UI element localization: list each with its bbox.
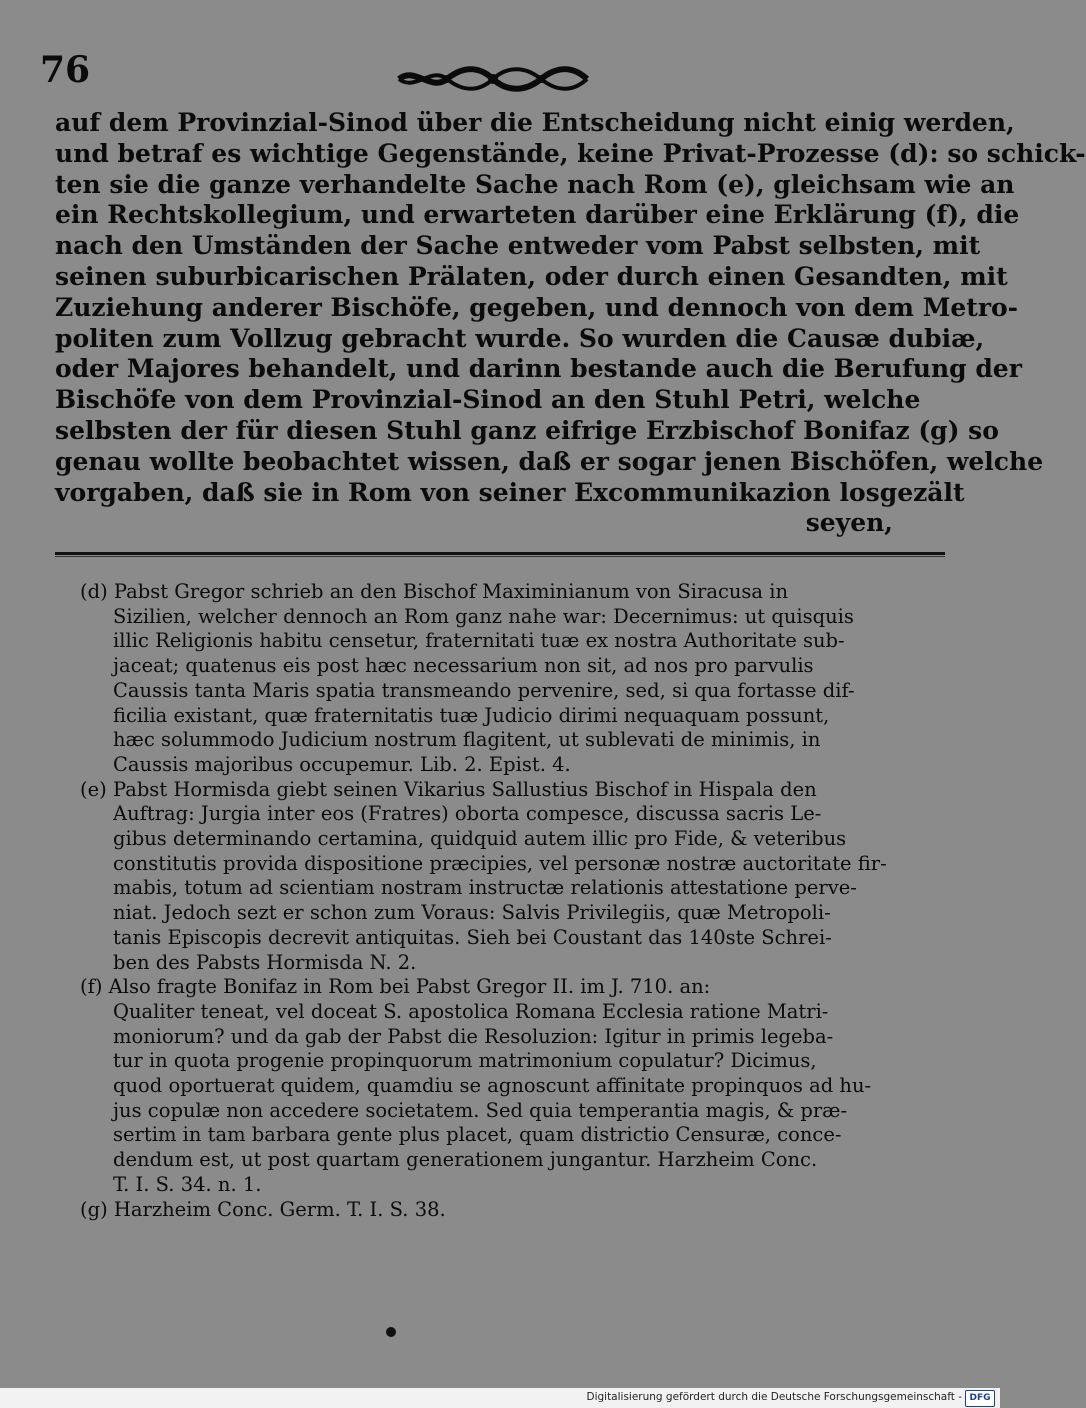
footnote-line: (e) Pabst Hormisda giebt seinen Vikarius Sallustius Bischof in Hispala den — [80, 777, 817, 801]
footnote-line: constitutis provida dispositione præcipies, vel personæ nostræ auctoritate fir- — [113, 851, 887, 875]
footnote-line: jus copulæ non accedere societatem. Sed quia temperantia magis, & præ- — [113, 1098, 848, 1122]
printers-ornament-icon — [395, 64, 591, 94]
footnote-line: Caussis tanta Maris spatia transmeando pervenire, sed, si qua fortasse dif- — [113, 678, 855, 702]
footnote-separator-rule-thin — [55, 556, 945, 557]
footnote-line: hæc solummodo Judicium nostrum flagitent, ut sublevati de minimis, in — [113, 728, 821, 752]
footnote-line: (d) Pabst Gregor schrieb an den Bischof Maximinianum von Siracusa in — [80, 580, 789, 603]
catchword: seyen, — [805, 508, 893, 538]
footnote-line: illic Religionis habitu censetur, fraternitati tuæ ex nostra Authoritate sub- — [113, 629, 845, 653]
main-text-block — [55, 108, 1086, 539]
footnotes — [55, 580, 950, 1222]
footnote-line: jaceat; quatenus eis post hæc necessarium non sit, ad nos pro parvulis — [113, 654, 814, 678]
main-text-line: seinen suburbicarischen Prälaten, oder durch einen Gesandten, mit — [55, 261, 1008, 291]
ink-spot — [386, 1327, 396, 1337]
footnote-e — [55, 778, 950, 976]
main-text-line: Zuziehung anderer Bischöfe, gegeben, und dennoch von dem Metro- — [55, 292, 1019, 322]
main-text-line: genau wollte beobachtet wissen, daß er sogar jenen Bischöfen, welche — [55, 446, 1044, 476]
page-number: 76 — [40, 49, 91, 91]
footnote-line: tanis Episcopis decrevit antiquitas. Sieh bei Coustant das 140ste Schrei- — [113, 925, 832, 949]
footnote-d — [55, 580, 950, 778]
footnote-line: T. I. S. 34. n. 1. — [113, 1172, 262, 1196]
main-text-line: vorgaben, daß sie in Rom von seiner Excommunikazion losgezält — [55, 477, 965, 507]
footnote-line: tur in quota progenie propinquorum matrimonium copulatur? Dicimus, — [113, 1049, 817, 1073]
footnote-line: dendum est, ut post quartam generationem jungantur. Harzheim Conc. — [113, 1148, 818, 1172]
digitization-footer — [0, 1388, 1000, 1408]
funding-notice: Digitalisierung gefördert durch die Deutsche Forschungsgemeinschaft - — [586, 1391, 962, 1403]
footnote-line: ficilia existant, quæ fraternitatis tuæ Judicio dirimi nequaquam possunt, — [113, 703, 830, 727]
main-text-line: auf dem Provinzial-Sinod über die Entscheidung nicht einig werden, — [55, 108, 1015, 137]
footnote-line: Caussis majoribus occupemur. Lib. 2. Epist. 4. — [113, 752, 571, 776]
footnote-line: Auftrag: Jurgia inter eos (Fratres) oborta compesce, discussa sacris Le- — [113, 802, 822, 826]
footnote-line: ben des Pabsts Hormisda N. 2. — [113, 950, 417, 974]
main-text-line: selbsten der für diesen Stuhl ganz eifrige Erzbischof Bonifaz (g) so — [55, 415, 999, 445]
dfg-logo[interactable]: DFG — [965, 1390, 995, 1407]
main-text-line: ten sie die ganze verhandelte Sache nach Rom (e), gleichsam wie an — [55, 169, 1015, 199]
footnote-line: quod oportuerat quidem, quamdiu se agnoscunt affinitate propinquos ad hu- — [113, 1074, 872, 1098]
footnote-f — [55, 975, 950, 1197]
footnote-line: moniorum? und da gab der Pabst die Resoluzion: Igitur in primis legeba- — [113, 1024, 834, 1048]
footnote-line: (f) Also fragte Bonifaz in Rom bei Pabst Gregor II. im J. 710. an: — [80, 975, 711, 999]
main-text-line: Bischöfe von dem Provinzial-Sinod an den Stuhl Petri, welche — [55, 385, 921, 415]
footnote-line: sertim in tam barbara gente plus placet, quam districtio Censuræ, conce- — [113, 1123, 842, 1147]
main-text-line: und betraf es wichtige Gegenstände, keine Privat-Prozesse (d): so schick- — [55, 138, 1086, 168]
footnote-line: niat. Jedoch sezt er schon zum Voraus: Salvis Privilegiis, quæ Metropoli- — [113, 901, 831, 925]
footnote-separator-rule — [55, 552, 945, 555]
main-text-line: nach den Umständen der Sache entweder vom Pabst selbsten, mit — [55, 231, 981, 261]
footnote-line: mabis, totum ad scientiam nostram instructæ relationis attestatione perve- — [113, 876, 857, 900]
main-text-line: politen zum Vollzug gebracht wurde. So wurden die Causæ dubiæ, — [55, 323, 985, 353]
footnote-g — [55, 1198, 950, 1223]
main-text-line: oder Majores behandelt, und darinn bestande auch die Berufung der — [55, 354, 1022, 384]
footnote-line: (g) Harzheim Conc. Germ. T. I. S. 38. — [80, 1197, 446, 1221]
footnote-line: gibus determinando certamina, quidquid autem illic pro Fide, & veteribus — [113, 827, 847, 851]
footnote-line: Qualiter teneat, vel doceat S. apostolica Romana Ecclesia ratione Matri- — [113, 999, 829, 1023]
main-text-line: ein Rechtskollegium, und erwarteten darüber eine Erklärung (f), die — [55, 200, 1020, 230]
footnote-line: Sizilien, welcher dennoch an Rom ganz nahe war: Decernimus: ut quisquis — [113, 604, 854, 628]
